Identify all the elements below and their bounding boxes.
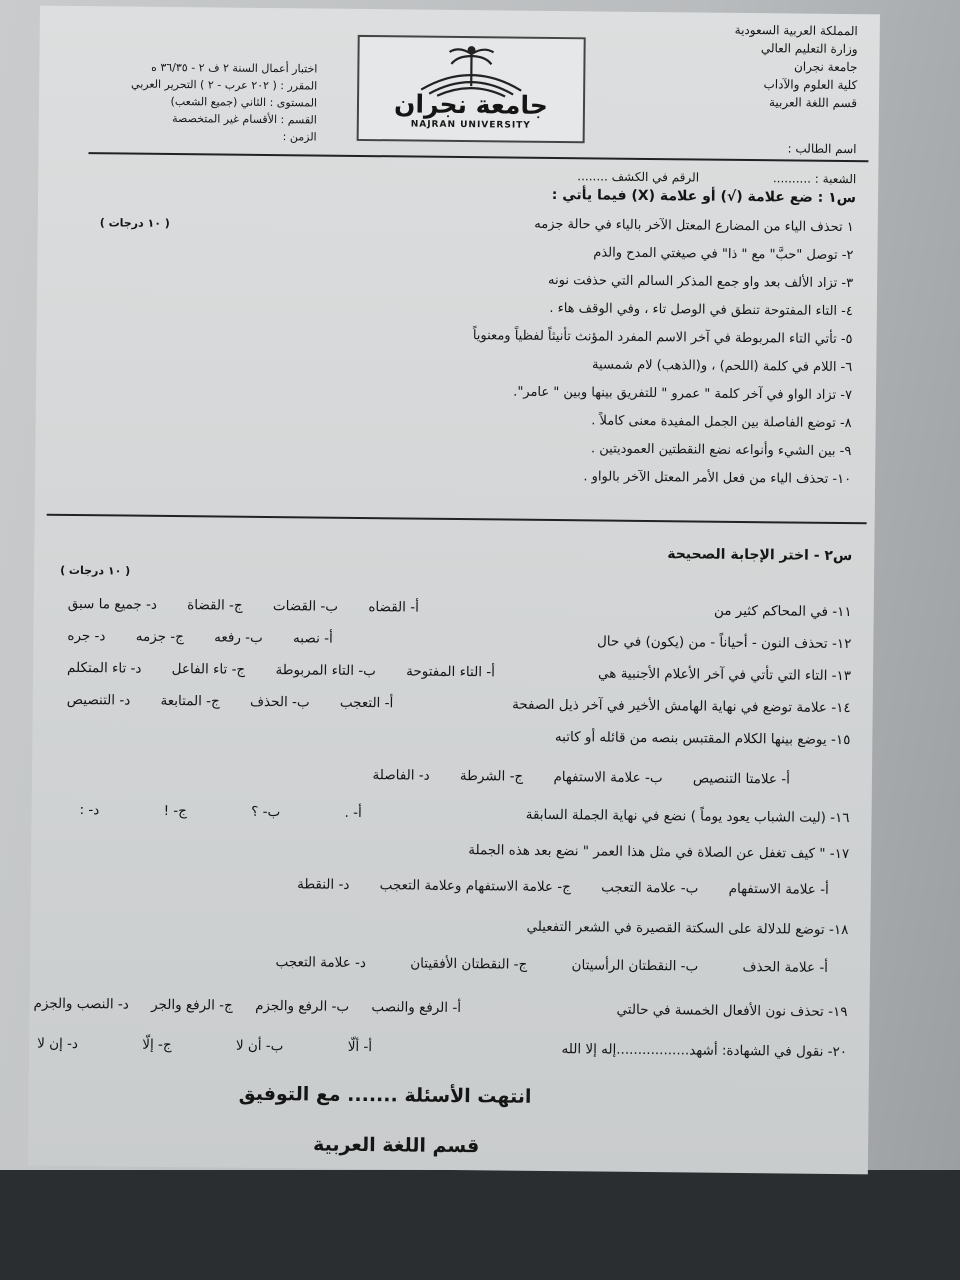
list-item: ٢- توصل "حبَّ" مع " ذا" في صيغتي المدح والذم bbox=[593, 245, 854, 264]
q1-items bbox=[51, 206, 854, 494]
mcq-question bbox=[42, 627, 852, 653]
options bbox=[33, 996, 461, 1016]
option: ج- القضاة bbox=[187, 597, 243, 614]
question-text: ١٢- تحذف النون - أحياناً - من (يكون) في حال bbox=[596, 633, 852, 653]
option: ج- الشرطة bbox=[459, 768, 524, 785]
mcq-options-row bbox=[39, 874, 849, 898]
question-text: ١٩- تحذف نون الأفعال الخمسة في حالتي bbox=[616, 1001, 848, 1021]
end-of-exam-text: انتهت الأسئلة ....... مع التوفيق bbox=[238, 1082, 532, 1108]
q2-degrees: ( ١٠ درجات ) bbox=[60, 563, 131, 578]
option: أ- ألّا bbox=[347, 1038, 373, 1056]
list-item: ٩- بين الشيء وأنواعه نضع النقطتين العموديتين . bbox=[590, 441, 852, 460]
question-text: ١٤- علامة توضع في نهاية الهامش الأخير في آخر ذيل الصفحة bbox=[512, 696, 851, 717]
header-line: جامعة نجران bbox=[793, 59, 858, 75]
option: ج- علامة الاستفهام وعلامة التعجب bbox=[379, 877, 571, 896]
option: ب- علامة الاستفهام bbox=[553, 769, 663, 787]
mcq-question bbox=[42, 595, 852, 621]
option: د- التنصيص bbox=[66, 691, 131, 709]
option: د- الفاصلة bbox=[372, 767, 430, 784]
option: ب- ؟ bbox=[251, 803, 281, 821]
mcq-options-row bbox=[40, 764, 850, 788]
list-number-label: الرقم في الكشف ........ bbox=[577, 169, 700, 185]
list-item: ١ تحذف الياء من المضارع المعتل الآخر بالياء في حالة جزمه bbox=[534, 216, 854, 236]
option: أ- التاء المفتوحة bbox=[406, 663, 496, 681]
option: ج- ! bbox=[163, 802, 188, 820]
option: أ- الرفع والنصب bbox=[371, 999, 462, 1017]
section-label: الشعبة : .......... bbox=[772, 171, 857, 187]
option: ب- أن لا bbox=[235, 1037, 284, 1055]
header-divider bbox=[88, 152, 868, 162]
options bbox=[275, 954, 828, 976]
question-text: ٢٠- نقول في الشهادة: أشهد.................إله إلا الله bbox=[561, 1041, 848, 1061]
option: ب- علامة التعجب bbox=[601, 879, 699, 897]
option: د- النقطة bbox=[297, 876, 350, 893]
option: أ- . bbox=[344, 804, 362, 822]
question-text: ١٣- التاء التي تأتي في آخر الأعلام الأجنبية هي bbox=[597, 665, 852, 685]
list-item: ٧- تزاد الواو في آخر كلمة " عمرو " للتفريق بينها وبين " عامر". bbox=[513, 384, 853, 404]
exam-info-line: اختبار أعمال السنة ٢ ف ٢ - ٣٦/٣٥ ه bbox=[151, 60, 318, 76]
header-line: المملكة العربية السعودية bbox=[734, 22, 858, 39]
option: أ- علامة الاستفهام bbox=[728, 880, 829, 898]
mcq-question bbox=[40, 802, 850, 827]
mcq-question bbox=[39, 914, 849, 939]
option: ب- رفعه bbox=[214, 629, 263, 646]
question-text: ١٥- يوضع بينها الكلام المقتبس بنصه من قائله أو كاتبه bbox=[554, 729, 851, 749]
logo-english-text: NAJRAN UNIVERSITY bbox=[410, 119, 531, 131]
options bbox=[42, 596, 419, 616]
option: د- جميع ما سبق bbox=[67, 595, 157, 613]
q1-degrees: ( ١٠ درجات ) bbox=[99, 216, 170, 230]
exam-info bbox=[77, 58, 318, 146]
exam-paper bbox=[28, 6, 880, 1175]
option: أ- القضاه bbox=[368, 599, 419, 616]
options bbox=[37, 1036, 372, 1056]
option: د- إن لا bbox=[37, 1035, 79, 1053]
option: ج- تاء الفاعل bbox=[171, 661, 246, 678]
header-line: قسم اللغة العربية bbox=[768, 95, 858, 111]
section-info-row bbox=[577, 169, 856, 186]
mcq-question bbox=[41, 691, 851, 717]
options bbox=[41, 628, 333, 647]
header-line: كلية العلوم والآداب bbox=[763, 77, 858, 93]
question-text: ١٨- توضع للدلالة على السكتة القصيرة في الشعر التفعيلي bbox=[526, 918, 849, 939]
list-item: ٥- تأتي التاء المربوطة في آخر الاسم المفرد المؤنث تأنيثاً لفظياً ومعنوياً bbox=[472, 328, 853, 348]
option: أ- التعجب bbox=[339, 694, 394, 712]
exam-info-line: القسم : الأقسام غير المتخصصة bbox=[172, 111, 317, 127]
options bbox=[41, 692, 394, 712]
mcq-question bbox=[41, 659, 852, 685]
student-name-label: اسم الطالب : bbox=[787, 141, 857, 157]
exam-info-line: الزمن : bbox=[282, 130, 317, 144]
exam-info-line: المقرر : ( ٢٠٢ عرب - ٢ ) التحرير العربي bbox=[130, 77, 318, 93]
q1-title: س١ : ضع علامة (√) أو علامة (X) فيما يأتي : bbox=[551, 186, 857, 207]
option: د- تاء المتكلم bbox=[67, 659, 142, 677]
section-divider bbox=[47, 514, 867, 525]
mcq-question bbox=[33, 995, 848, 1021]
option: ج- الرفع والجر bbox=[151, 996, 233, 1014]
option: ب- النقطتان الرأسيتان bbox=[571, 957, 699, 975]
option: ج- جزمه bbox=[135, 628, 184, 646]
header-line: وزارة التعليم العالي bbox=[760, 41, 858, 57]
option: ب- القضات bbox=[272, 598, 339, 615]
list-item: ٣- تزاد الألف بعد واو جمع المذكر السالم التي حذفت نونه bbox=[547, 272, 854, 292]
list-item: ٨- توضع الفاصلة بين الجمل المفيدة معنى كاملاً . bbox=[591, 413, 852, 432]
mcq-question bbox=[41, 724, 851, 749]
option: أ- نصبه bbox=[293, 630, 333, 647]
department-signature: قسم اللغة العربية bbox=[312, 1133, 480, 1158]
option: د- : bbox=[79, 802, 100, 819]
question-text: ١١- في المحاكم كثير من bbox=[713, 602, 852, 621]
options bbox=[80, 802, 362, 821]
list-item: ٤- التاء المفتوحة تنطق في الوصل تاء ، وفي الوقف هاء . bbox=[549, 300, 853, 320]
option: ب- التاء المربوطة bbox=[275, 662, 376, 680]
option: د- علامة التعجب bbox=[275, 954, 367, 972]
mcq-options-row bbox=[38, 952, 848, 976]
option: ج- المتابعة bbox=[160, 692, 220, 710]
university-logo bbox=[357, 35, 586, 143]
exam-info-line: المستوى : الثاني (جميع الشعب) bbox=[170, 94, 318, 110]
question-text: ١٧- " كيف تغفل عن الصلاة في مثل هذا العمر " نضع بعد هذه الجملة bbox=[468, 842, 850, 863]
option: ب- الرفع والجزم bbox=[255, 997, 350, 1015]
options bbox=[271, 876, 829, 898]
option: ب- الحذف bbox=[250, 693, 310, 711]
logo-arabic-text: جامعة نجران bbox=[393, 89, 549, 120]
q2-title: س٢ - اختر الإجابة الصحيحة bbox=[667, 546, 853, 565]
mcq-question bbox=[37, 1035, 848, 1061]
option: أ- علامة الحذف bbox=[742, 959, 829, 976]
options bbox=[41, 660, 495, 681]
table-surface bbox=[0, 1170, 960, 1280]
mcq-question bbox=[39, 838, 850, 863]
options bbox=[346, 767, 790, 788]
institution-header bbox=[667, 20, 858, 112]
option: د- النصب والجزم bbox=[33, 995, 129, 1013]
list-item: ١٠- تحذف الياء من فعل الأمر المعتل الآخر بالواو . bbox=[583, 469, 852, 488]
option: ج- النقطتان الأفقيتان bbox=[410, 955, 528, 973]
question-text: ١٦- (ليت الشباب يعود يوماً ) نضع في نهاية الجملة السابقة bbox=[525, 806, 850, 827]
option: د- جره bbox=[67, 627, 106, 645]
option: ج- إلّا bbox=[142, 1036, 172, 1054]
option: أ- علامتا التنصيص bbox=[692, 770, 791, 788]
list-item: ٦- اللام في كلمة (اللحم) ، و(الذهب) لام شمسية bbox=[592, 357, 853, 376]
